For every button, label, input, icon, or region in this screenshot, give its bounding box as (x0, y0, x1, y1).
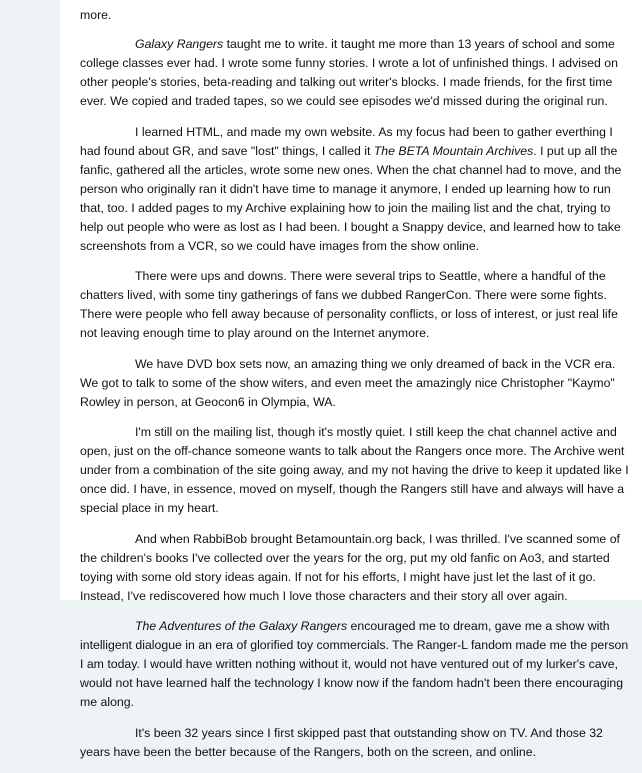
paragraph: It's been 32 years since I first skipped past that outstanding show on TV. And those 32 years have been the better because of the Rangers, both on the screen, and online. (80, 725, 603, 759)
paragraph: There were ups and downs. There were several trips to Seattle, where a handful of the chatters lived, with some tiny gatherings of fans we dubbed RangerCon. There were some fights. There were people who fell away because of personality conflicts, or loss of interest, or just real life not leaving enough time to play around on the Internet anymore. (80, 269, 618, 340)
paragraph: Galaxy Rangers taught me to write. it taught me more than 13 years of school and some college classes ever had. I wrote some funny stories. I wrote a lot of unfinished things. I advised on other people's stories, beta-reading and talking out writer's blocks. I made friends, for the first time ever. We copied and traded tapes, so we could see episodes we'd missed during the original run. (80, 37, 618, 108)
document-body (80, 6, 635, 773)
paragraph: I learned HTML, and made my own website. As my focus had been to gather everthing I had found about GR, and save "lost" things, I called it The BETA Mountain Archives. I put up all the fanfic, gathered all the articles, wrote some new ones. When the chat channel had to move, and the person who originally ran it didn't have time to manage it anymore, I ended up learning how to run that, too. I added pages to my Archive explaining how to join the mailing list and the chat, trying to help out people who were as lost as I had been. I bought a Snappy device, and learned how to take screenshots from a VCR, so we could have images from the show online. (80, 124, 622, 253)
paragraph: We have DVD box sets now, an amazing thing we only dreamed of back in the VCR era. We got to talk to some of the show witers, and even meet the amazingly nice Christopher "Kaymo" Rowley in person, at Geocon6 in Olympia, WA. (80, 356, 616, 409)
paragraph: The Adventures of the Galaxy Rangers encouraged me to dream, gave me a show with intelligent dialogue in an era of glorified toy commercials. The Ranger-L fandom made me the person I am today. I would have written nothing without it, would not have ventured out of my lurker's cave, would not have learned half the technology I know now if the fandom hadn't been there encouraging me along. (80, 619, 629, 709)
paragraph: more. (80, 8, 112, 22)
paragraph: I'm still on the mailing list, though it's mostly quiet. I still keep the chat channel active and open, just on the off-chance someone wants to talk about the Rangers once more. The Archive went under from a combination of the site going away, and my not having the drive to keep it updated like I once did. I have, in essence, moved on myself, though the Rangers still have and always will have a special place in my heart. (80, 425, 629, 515)
paragraph: And when RabbiBob brought Betamountain.org back, I was thrilled. I've scanned some of the children's books I've collected over the years for the org, put my old fanfic on Ao3, and started toying with some old story ideas again. If not for his efforts, I might have just let the last of it go. Instead, I've rediscovered how much I love those characters and their story all over again. (80, 531, 620, 603)
document-page (60, 0, 642, 759)
